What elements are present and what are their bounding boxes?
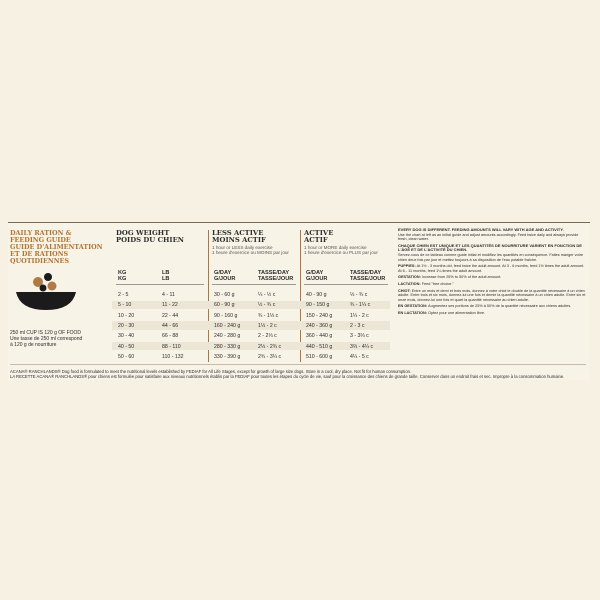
column-header (214, 270, 235, 283)
note-lactation (398, 282, 586, 287)
column-header (118, 270, 126, 283)
table-cell: 40 - 50 (118, 343, 135, 350)
note-text: Feed "free choice." (421, 281, 454, 286)
notes-en (398, 228, 586, 242)
note-puppies (398, 264, 586, 273)
table-cell: ¾ - 1⅓ c (258, 312, 279, 319)
table-cell: 240 - 360 g (306, 322, 333, 329)
footer-line-fr: LA RECETTE ACANA® RANCHLANDS® pour chiens est formulée pour satisfaire aux niveaux nutritionnels établis par la FEDIAF pour toutes les étapes du cycle de vie, sauf pour la croissance des chiens de grande taille. Conserver dans un endroit frais et sec. Impropre à la consommation humaine. (10, 374, 565, 380)
table-cell: 44 - 66 (162, 322, 179, 329)
table-cell: 280 - 330 g (214, 343, 241, 350)
column-header-line: LB (162, 270, 170, 276)
note-text: Entre un mois et demi et trois mois, donnez à votre chiot le double de la quantité nécessaire à un chien adulte. Entre trois et six mois, donnez-lui une fois et demie la quantité nécessaire à un chien adulte. Entre six et onze mois, donnez-lui une fois et quart la quantité nécessaire au chien adulte. (398, 288, 586, 302)
group-subtitle: 1 hour or MORE daily exercise (304, 244, 367, 250)
group-title-line: POIDS DU CHIEN (116, 236, 184, 245)
column-header (306, 270, 327, 283)
legal-footer (10, 369, 586, 379)
table-cell: 330 - 390 g (214, 353, 241, 360)
column-header-line: G/JOUR (306, 276, 328, 283)
note-text: Optez pour une alimentation libre. (428, 310, 486, 315)
table-cell: 30 - 40 (118, 333, 135, 340)
group-subtitle: 1 heure d'exercice ou PLUS par jour (304, 250, 378, 256)
note-label: EN LACTATION: (398, 310, 427, 315)
header-underline (212, 284, 296, 285)
feeding-notes (398, 228, 586, 318)
note-label: GESTATION: (398, 275, 421, 280)
column-header-line: TASSE/JOUR (258, 276, 294, 283)
heading-line-3: GUIDE D'ALIMENTATION (10, 243, 103, 251)
table-cell: 60 - 90 g (214, 302, 235, 309)
column-header-line: G/JOUR (214, 276, 236, 283)
table-row-shade (112, 301, 390, 309)
column-header-line: TASSE/DAY (350, 270, 382, 276)
note-label: CHIOT: (398, 288, 411, 293)
table-row-shade (112, 321, 390, 329)
serving-line-3: à 120 g de nourriture (10, 342, 57, 348)
column-header-line: KG (118, 276, 127, 283)
group-title-line: MOINS ACTIF (212, 236, 266, 245)
table-cell: 240 - 280 g (214, 333, 241, 340)
table-cell: 2 - 5 (118, 292, 129, 298)
table-cell: 40 - 90 g (306, 292, 327, 298)
column-header-line: TASSE/DAY (258, 270, 290, 276)
column-header-line: G/DAY (214, 270, 232, 276)
table-cell: 90 - 150 g (306, 302, 330, 309)
column-header (350, 270, 385, 283)
footer-line-en: ACANA® RANCHLANDS® Dog food is formulated to meet the nutritional levels established by FEDIAF for All Life Stages, except for growth of large size dogs. Store in a cool, dry place. Not fit for human consumption. (10, 369, 412, 374)
notes-fr-body: Servez-vous de ce tableau comme guide initial et modifiez les quantités en conséquence. Faites manger votre chien deux fois par jour et mettez toujours à sa disposition de l'eau potable fraîche. (398, 252, 584, 262)
column-header-line: KG (118, 270, 127, 276)
note-text: Augmentez ses portions de 25% à 50% de la quantité nécessaire aux chiens adultes. (428, 304, 572, 309)
serving-line-1: 250 ml CUP IS 120 g OF FOOD (10, 330, 82, 336)
table-cell: ½ - ¾ c (258, 302, 276, 309)
table-cell: 2⅓ - 2¾ c (258, 343, 282, 350)
note-gestation (398, 275, 586, 280)
table-cell: 110 - 132 (162, 353, 184, 360)
column-header (162, 270, 169, 283)
group-title-line: DOG WEIGHT (116, 229, 170, 237)
feeding-guide-header (10, 230, 110, 265)
table-cell: ¾ - 1¼ c (350, 302, 371, 309)
notes-fr (398, 244, 586, 262)
table-cell: 11 - 22 (162, 302, 178, 309)
table-cell: 2¾ - 3¼ c (258, 353, 282, 360)
serving-line-2: Une tasse de 250 ml correspond (10, 336, 83, 342)
heading-line-4: ET DE RATIONS (10, 250, 69, 258)
column-header (258, 270, 293, 283)
table-cell: 10 - 20 (118, 312, 135, 319)
heading-line-5: QUOTIDIENNES (10, 257, 70, 265)
table-cell: ⅓ - ¾ c (350, 292, 368, 298)
note-label: EN GESTATION: (398, 304, 428, 309)
table-row-shade (112, 342, 390, 350)
table-cell: 4¼ - 5 c (350, 353, 369, 360)
table-cell: 1⅓ - 2 c (258, 322, 277, 329)
feeding-guide-panel (8, 222, 590, 380)
group-title-line: ACTIF (304, 236, 328, 245)
heading-line-2: FEEDING GUIDE (10, 236, 71, 244)
notes-en-body: Use the chart at left as an initial guide and adjust amounts accordingly. Feed twice daily and always provide fresh, clean water. (398, 232, 579, 242)
group-title-line: ACTIVE (304, 229, 334, 237)
notes-en-heading: EVERY DOG IS DIFFERENT. FEEDING AMOUNTS WILL VARY WITH AGE AND ACTIVITY. (398, 227, 564, 232)
table-cell: 90 - 160 g (214, 312, 238, 319)
table-cell: 2 - 2⅓ c (258, 333, 277, 340)
table-cell: 66 - 88 (162, 333, 179, 340)
table-cell: 88 - 110 (162, 343, 181, 350)
table-cell: 1¼ - 2 c (350, 312, 369, 319)
note-label: PUPPIES: (398, 264, 416, 269)
column-header-line: LB (162, 276, 170, 283)
note-text: Increase from 25% to 50% of the adult amount. (421, 275, 502, 280)
top-rule (8, 222, 590, 223)
notes-fr-heading: CHAQUE CHIEN EST UNIQUE ET LES QUANTITÉS DE NOURRITURE VARIENT EN FONCTION DE L'ÂGE ET DE L'ACTIVITÉ DU CHIEN. (398, 242, 582, 253)
column-header-line: G/DAY (306, 270, 324, 276)
header-underline (116, 284, 204, 285)
group-subtitle: 1 heure d'exercice ou MOINS par jour (212, 250, 289, 256)
note-chiot (398, 289, 586, 303)
table-cell: 440 - 510 g (306, 343, 333, 350)
group-subtitle: 1 hour or LESS daily exercise (212, 244, 273, 250)
table-cell: 20 - 30 (118, 322, 135, 329)
serving-size-note (10, 330, 120, 348)
table-cell: 150 - 240 g (306, 312, 333, 319)
header-underline (304, 284, 388, 285)
note-text: At 1½ - 3 months old, feed twice the adult amount. At 3 - 6 months, feed 1½ times the adult amount. At 6 - 11 months, feed 1¼ times the adult amount. (398, 264, 585, 273)
table-cell: 30 - 60 g (214, 292, 235, 298)
heading-line-1: DAILY RATION & (10, 229, 72, 237)
table-cell: 510 - 600 g (306, 353, 333, 360)
table-cell: 2 - 3 c (350, 322, 365, 329)
table-cell: 22 - 44 (162, 312, 179, 319)
table-cell: 5 - 10 (118, 302, 132, 309)
column-header-line: TASSE/JOUR (350, 276, 386, 283)
feeding-table (112, 230, 390, 364)
table-cell: 4 - 11 (162, 292, 175, 298)
food-bowl-icon (14, 268, 78, 312)
table-cell: 50 - 60 (118, 353, 135, 360)
table-cell: ¼ - ½ c (258, 292, 276, 298)
note-en-gestation (398, 304, 586, 309)
note-en-lactation (398, 311, 586, 316)
footer-rule (10, 364, 586, 365)
table-cell: 3⅔ - 4¼ c (350, 343, 374, 350)
table-cell: 160 - 240 g (214, 322, 241, 329)
table-cell: 3 - 3⅔ c (350, 333, 369, 340)
table-cell: 360 - 440 g (306, 333, 333, 340)
note-label: LACTATION: (398, 281, 421, 286)
group-title-line: LESS ACTIVE (212, 229, 264, 237)
